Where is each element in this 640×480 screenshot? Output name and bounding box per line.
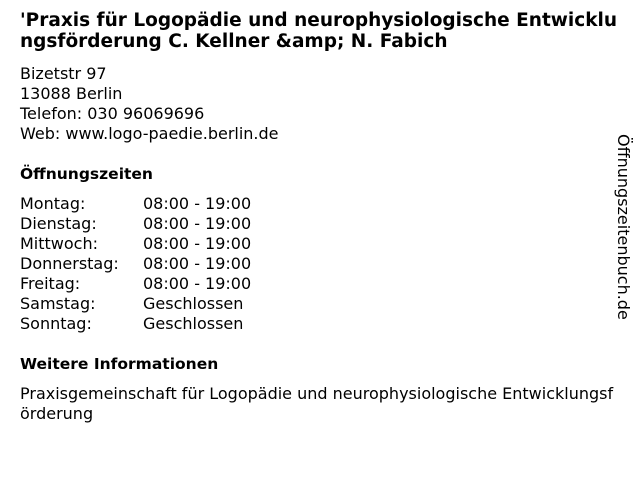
opening-hours-table: [20, 194, 251, 334]
day-label: Montag:: [20, 194, 86, 213]
hours-row: [20, 214, 251, 234]
day-label: Sonntag:: [20, 314, 92, 333]
hours-row: [20, 294, 251, 314]
day-label: Donnerstag:: [20, 254, 119, 273]
more-info-text: Praxisgemeinschaft für Logopädie und neurophysiologische Entwicklungsförderung: [20, 384, 614, 423]
day-label: Samstag:: [20, 294, 96, 313]
day-hours: 08:00 - 19:00: [143, 214, 252, 233]
more-info-heading: Weitere Informationen: [20, 355, 219, 373]
hours-row: [20, 314, 251, 334]
day-hours: 08:00 - 19:00: [143, 274, 252, 293]
day-label: Mittwoch:: [20, 234, 98, 253]
day-label: Freitag:: [20, 274, 81, 293]
city-address: 13088 Berlin: [20, 84, 123, 103]
day-hours: 08:00 - 19:00: [143, 254, 252, 273]
business-title: 'Praxis für Logopädie und neurophysiologische Entwicklungsförderung C. Kellner &amp; N. Fabich: [20, 10, 618, 52]
hours-row: [20, 254, 251, 274]
address-block: [20, 64, 279, 144]
day-hours: Geschlossen: [143, 314, 244, 333]
day-hours: Geschlossen: [143, 294, 244, 313]
opening-hours-heading: Öffnungszeiten: [20, 165, 153, 183]
phone-number: Telefon: 030 96069696: [20, 104, 205, 123]
hours-row: [20, 234, 251, 254]
day-hours: 08:00 - 19:00: [143, 194, 252, 213]
brand-watermark: Öffnungszeitenbuch.de: [614, 134, 633, 320]
hours-row: [20, 274, 251, 294]
website: Web: www.logo-paedie.berlin.de: [20, 124, 279, 143]
day-hours: 08:00 - 19:00: [143, 234, 252, 253]
hours-row: [20, 194, 251, 214]
day-label: Dienstag:: [20, 214, 97, 233]
street-address: Bizetstr 97: [20, 64, 107, 83]
